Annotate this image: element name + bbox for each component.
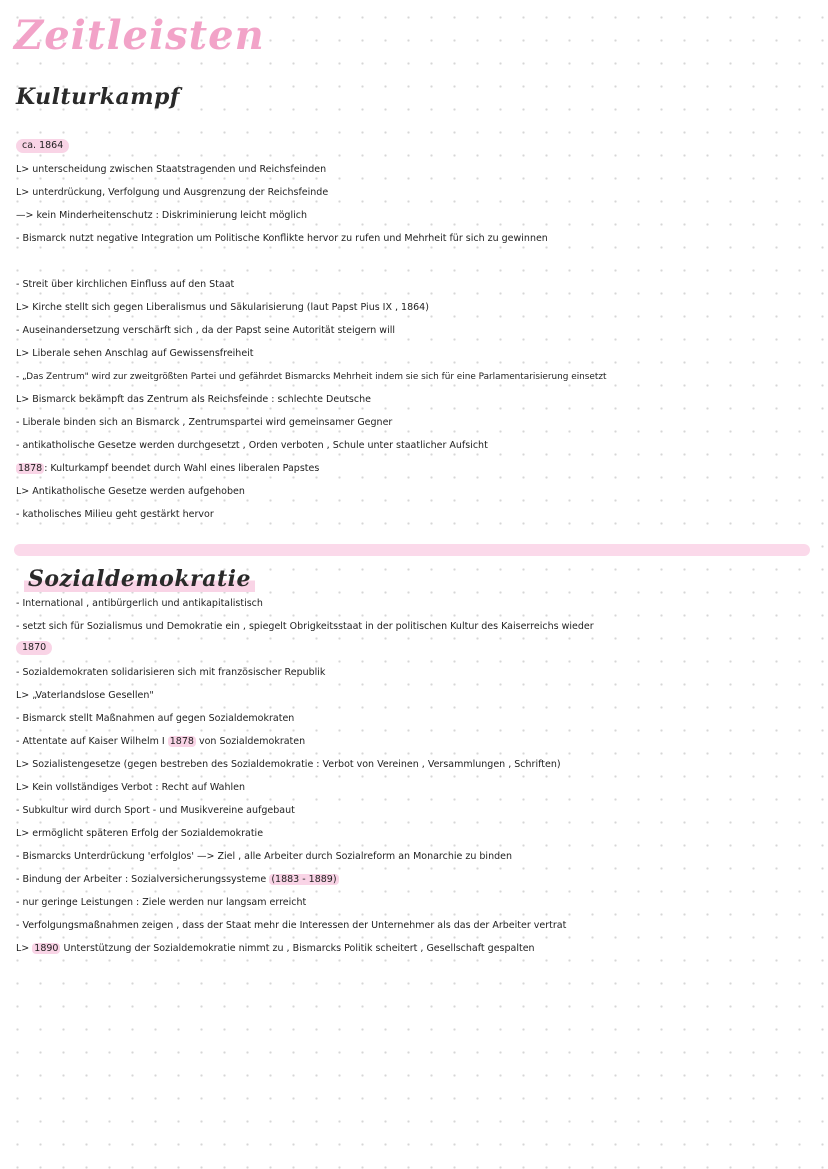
note-line: - Bismarck stellt Maßnahmen auf gegen Sozialdemokraten — [16, 713, 295, 724]
section-divider — [14, 544, 810, 556]
year-highlight: 1878 — [169, 736, 194, 747]
note-line: L> Sozialistengesetze (gegen bestreben des Sozialdemokratie : Verbot von Vereinen , Versammlungen , Schriften) — [16, 759, 561, 770]
note-line: L> Liberale sehen Anschlag auf Gewissensfreiheit — [16, 348, 254, 359]
note-line: - Sozialdemokraten solidarisieren sich mit französischer Republik — [16, 667, 326, 678]
page-title: Zeitleisten — [14, 12, 265, 59]
note-line: - Streit über kirchlichen Einfluss auf den Staat — [16, 279, 235, 290]
year-highlight: 1878 — [18, 463, 43, 474]
note-line: L> Kirche stellt sich gegen Liberalismus und Säkularisierung (laut Papst Pius IX , 1864) — [16, 302, 429, 313]
note-text: - Attentate auf Kaiser Wilhelm I — [16, 736, 165, 747]
year-highlight: (1883 - 1889) — [271, 874, 337, 885]
note-line: L> unterscheidung zwischen Staatstragenden und Reichsfeinden — [16, 164, 327, 175]
date-tag-label: 1870 — [16, 641, 52, 655]
note-line: L> unterdrückung, Verfolgung und Ausgrenzung der Reichsfeinde — [16, 187, 329, 198]
note-line: - setzt sich für Sozialismus und Demokratie ein , spiegelt Obrigkeitsstaat in der politischen Kultur des Kaiserreichs wieder — [16, 621, 594, 632]
note-line: - katholisches Milieu geht gestärkt hervor — [16, 509, 214, 520]
note-line: L> Kein vollständiges Verbot : Recht auf Wahlen — [16, 782, 245, 793]
section-heading-sozialdemokratie: Sozialdemokratie — [24, 566, 255, 592]
year-highlight: 1890 — [34, 943, 59, 954]
note-line: - „Das Zentrum" wird zur zweitgrößten Partei und gefährdet Bismarcks Mehrheit indem sie sich für eine Parlamentarisierung einsetzt — [16, 372, 607, 382]
note-text: von Sozialdemokraten — [198, 736, 306, 747]
date-tag-label: ca. 1864 — [16, 139, 69, 153]
note-text: - Bindung der Arbeiter : Sozialversicherungssysteme — [16, 874, 267, 885]
note-line: - Verfolgungsmaßnahmen zeigen , dass der Staat mehr die Interessen der Unternehmer als das der Arbeiter vertrat — [16, 920, 567, 931]
note-line: - nur geringe Leistungen : Ziele werden nur langsam erreicht — [16, 897, 307, 908]
note-line: - Auseinandersetzung verschärft sich , da der Papst seine Autorität steigern will — [16, 325, 395, 336]
note-line — [16, 874, 339, 886]
note-line: —> kein Minderheitenschutz : Diskriminierung leicht möglich — [16, 210, 307, 221]
note-text: Unterstützung der Sozialdemokratie nimmt zu , Bismarcks Politik scheitert , Gesellschaft gespalten — [63, 943, 535, 954]
note-line: L> „Vaterlandslose Gesellen" — [16, 690, 154, 701]
date-tag — [16, 641, 52, 655]
note-line — [16, 463, 319, 475]
note-text: : Kulturkampf beendet durch Wahl eines liberalen Papstes — [44, 463, 320, 474]
note-line: - Bismarcks Unterdrückung 'erfolglos' —> Ziel , alle Arbeiter durch Sozialreform an Monarchie zu binden — [16, 851, 512, 862]
note-line: L> ermöglicht späteren Erfolg der Sozialdemokratie — [16, 828, 264, 839]
note-line — [16, 943, 535, 955]
note-line: - Subkultur wird durch Sport - und Musikvereine aufgebaut — [16, 805, 295, 816]
note-line: - Bismarck nutzt negative Integration um Politische Konflikte hervor zu rufen und Mehrheit für sich zu gewinnen — [16, 233, 548, 244]
note-line: L> Antikatholische Gesetze werden aufgehoben — [16, 486, 245, 497]
note-line — [16, 736, 305, 748]
date-tag — [16, 139, 69, 153]
note-line: - Liberale binden sich an Bismarck , Zentrumspartei wird gemeinsamer Gegner — [16, 417, 393, 428]
note-line: - antikatholische Gesetze werden durchgesetzt , Orden verboten , Schule unter staatlicher Aufsicht — [16, 440, 488, 451]
note-line: L> Bismarck bekämpft das Zentrum als Reichsfeinde : schlechte Deutsche — [16, 394, 371, 405]
note-line: - International , antibürgerlich und antikapitalistisch — [16, 598, 263, 609]
note-text: L> — [16, 943, 30, 954]
section-heading-kulturkampf: Kulturkampf — [16, 84, 180, 110]
